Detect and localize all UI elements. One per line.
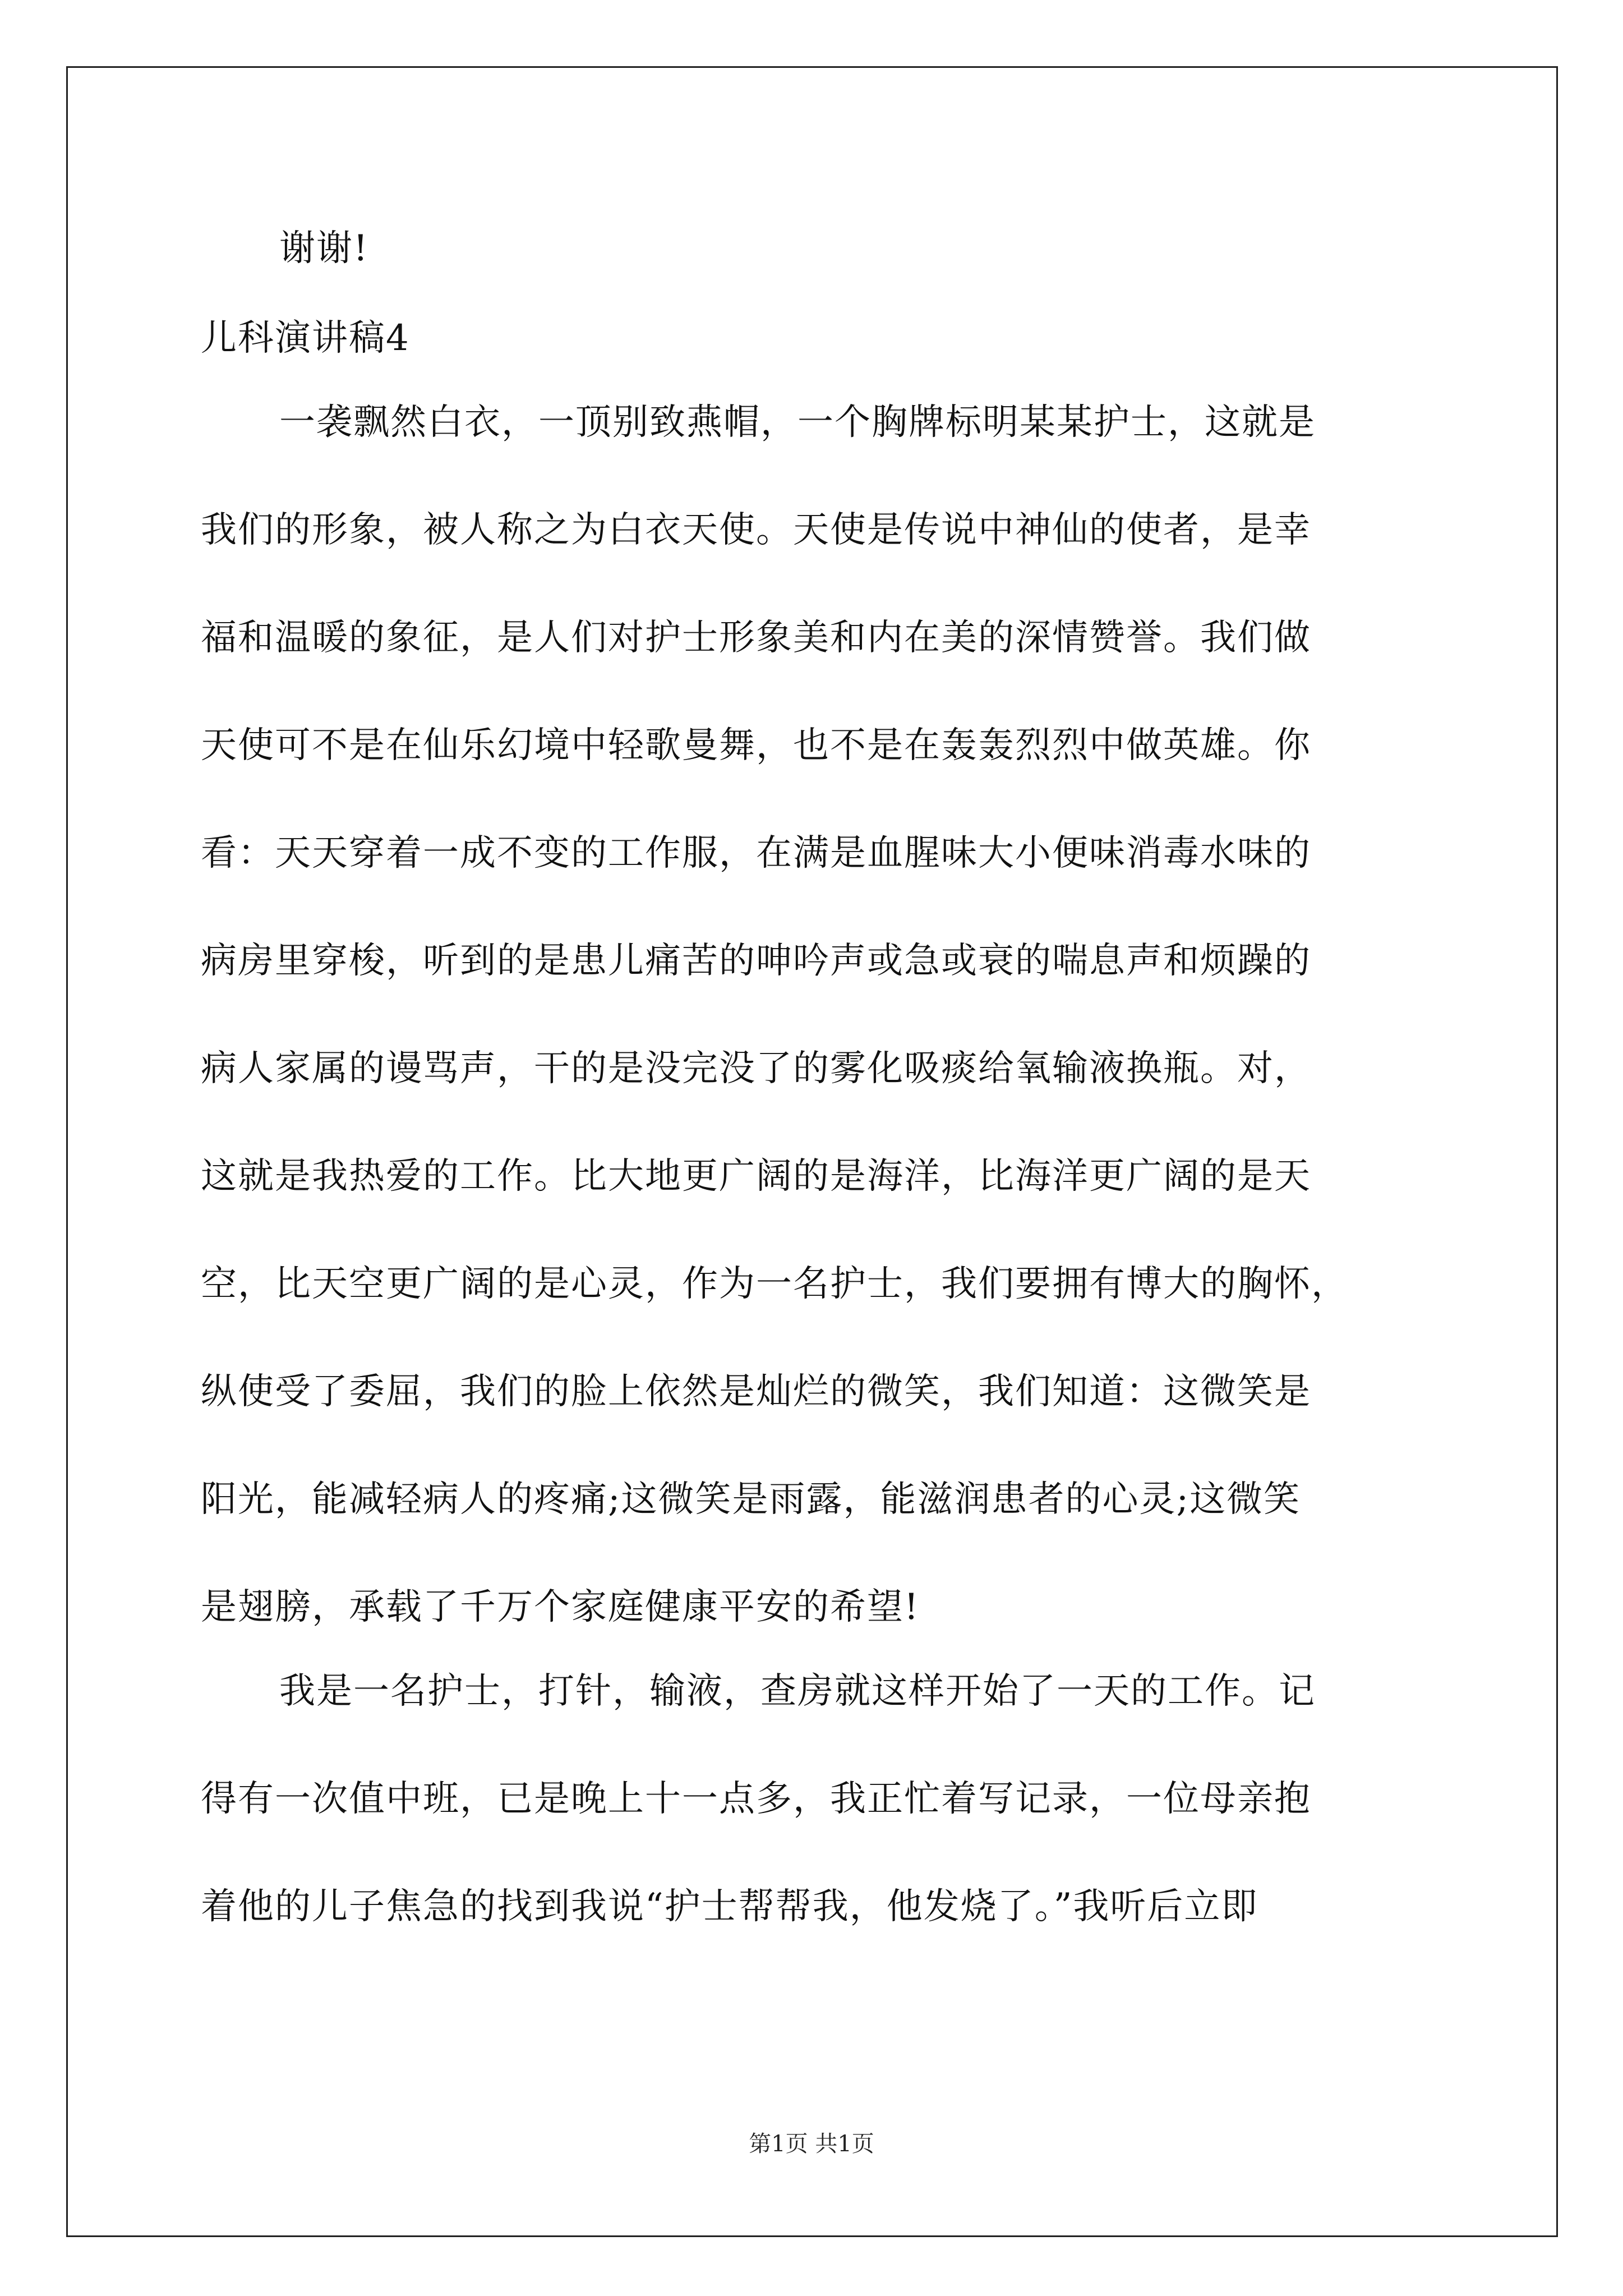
paragraph-line: 天使可不是在仙乐幻境中轻歌曼舞，也不是在轰轰烈烈中做英雄。你 <box>201 725 1311 766</box>
paragraph-line: 病人家属的谩骂声，干的是没完没了的雾化吸痰给氧输液换瓶。对， <box>201 1048 1311 1089</box>
paragraph-line: 看：天天穿着一成不变的工作服，在满是血腥味大小便味消毒水味的 <box>201 832 1311 874</box>
section-heading: 儿科演讲稿4 <box>201 318 410 359</box>
paragraph-line: 病房里穿梭，听到的是患儿痛苦的呻吟声或急或衰的喘息声和烦躁的 <box>201 940 1311 982</box>
paragraph-line: 我是一名护士，打针，输液，查房就这样开始了一天的工作。记 <box>279 1671 1316 1712</box>
paragraph-line: 我们的形象，被人称之为白衣天使。天使是传说中神仙的使者，是幸 <box>201 509 1311 551</box>
paragraph-line: 是翅膀，承载了千万个家庭健康平安的希望! <box>201 1586 920 1628</box>
page-number-footer: 第1页 共1页 <box>749 2131 874 2157</box>
document-body <box>201 222 1435 1934</box>
paragraph-line: 空，比天空更广阔的是心灵，作为一名护士，我们要拥有博大的胸怀， <box>201 1263 1348 1305</box>
paragraph-line: 着他的儿子焦急的找到我说“护士帮帮我，他发烧了。”我听后立即 <box>201 1886 1258 1927</box>
paragraph-1 <box>201 395 1435 1634</box>
paragraph-line: 这就是我热爱的工作。比大地更广阔的是海洋，比海洋更广阔的是天 <box>201 1156 1311 1197</box>
paragraph-line: 一袭飘然白衣，一顶别致燕帽，一个胸牌标明某某护士，这就是 <box>279 402 1316 443</box>
closing-text: 谢谢! <box>279 228 369 269</box>
paragraph-line: 得有一次值中班，已是晚上十一点多，我正忙着写记录，一位母亲抱 <box>201 1778 1311 1820</box>
paragraph-line: 阳光，能减轻病人的疼痛;这微笑是雨露，能滋润患者的心灵;这微笑 <box>201 1479 1301 1520</box>
paragraph-2 <box>201 1664 1435 1934</box>
paragraph-line: 纵使受了委屈，我们的脸上依然是灿烂的微笑，我们知道：这微笑是 <box>201 1371 1311 1412</box>
paragraph-line: 福和温暖的象征，是人们对护士形象美和内在美的深情赞誉。我们做 <box>201 617 1311 659</box>
